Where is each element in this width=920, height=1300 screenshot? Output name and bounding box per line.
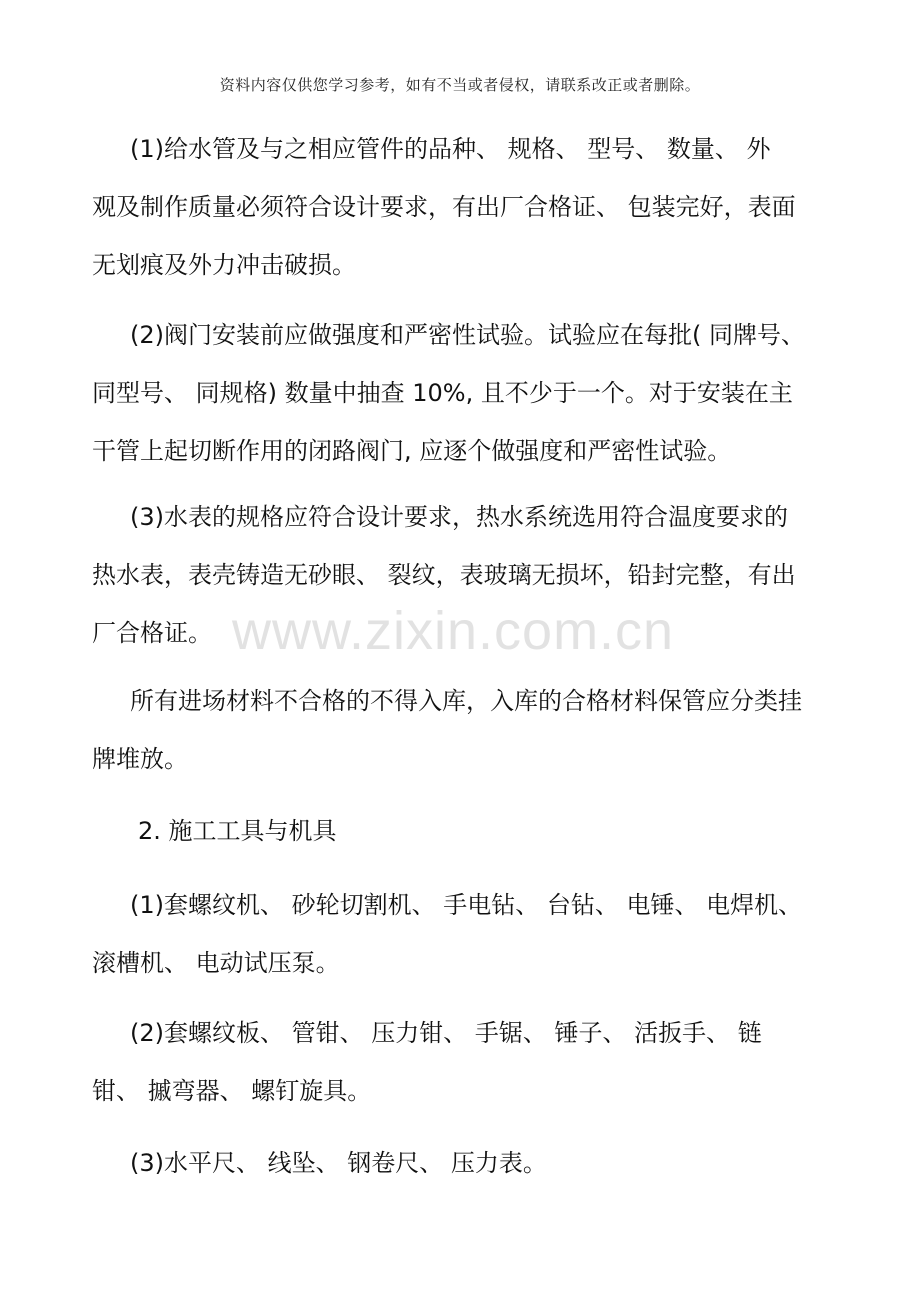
paragraph-valve-testing — [92, 306, 862, 480]
text-line: 牌堆放。 — [92, 745, 188, 773]
paragraph-machines — [92, 876, 862, 992]
text-line: (2)阀门安装前应做强度和严密性试验。试验应在每批( 同牌号、 — [130, 321, 805, 349]
watermark-text: www.zixin.com.cn — [232, 601, 675, 661]
paragraph-storage — [92, 672, 862, 788]
paragraph-water-meter — [92, 488, 862, 662]
text-line: (3)水表的规格应符合设计要求，热水系统选用符合温度要求的 — [130, 503, 788, 531]
text-line: (3)水平尺、 线坠、 钢卷尺、 压力表。 — [130, 1149, 547, 1177]
text-line: (1)套螺纹机、 砂轮切割机、 手电钻、 台钻、 电锤、 电焊机、 — [130, 891, 803, 919]
text-line: 干管上起切断作用的闭路阀门, 应逐个做强度和严密性试验。 — [92, 437, 732, 465]
paragraph-hand-tools — [92, 1004, 862, 1120]
text-line: 所有进场材料不合格的不得入库，入库的合格材料保管应分类挂 — [130, 687, 802, 715]
text-line: 无划痕及外力冲击破损。 — [92, 251, 356, 279]
text-line: (2)套螺纹板、 管钳、 压力钳、 手锯、 锤子、 活扳手、 链 — [130, 1019, 762, 1047]
section-heading: 2. 施工工具与机具 — [138, 817, 337, 845]
text-line: (1)给水管及与之相应管件的品种、 规格、 型号、 数量、 外 — [130, 135, 771, 163]
section-heading-tools — [92, 802, 862, 860]
page-header-disclaimer: 资料内容仅供您学习参考，如有不当或者侵权，请联系改正或者删除。 — [219, 76, 701, 94]
text-line: 钳、 摵弯器、 螺钉旋具。 — [92, 1077, 372, 1105]
paragraph-pipe-materials — [92, 120, 862, 294]
paragraph-measuring-tools — [92, 1134, 862, 1192]
text-line: 厂合格证。 — [92, 619, 212, 647]
text-line: 滚槽机、 电动试压泵。 — [92, 949, 340, 977]
text-line: 观及制作质量必须符合设计要求，有出厂合格证、 包装完好，表面 — [92, 193, 796, 221]
text-line: 同型号、 同规格) 数量中抽查 10%, 且不少于一个。对于安装在主 — [92, 379, 793, 407]
text-line: 热水表，表壳铸造无砂眼、 裂纹，表玻璃无损坏，铅封完整，有出 — [92, 561, 796, 589]
